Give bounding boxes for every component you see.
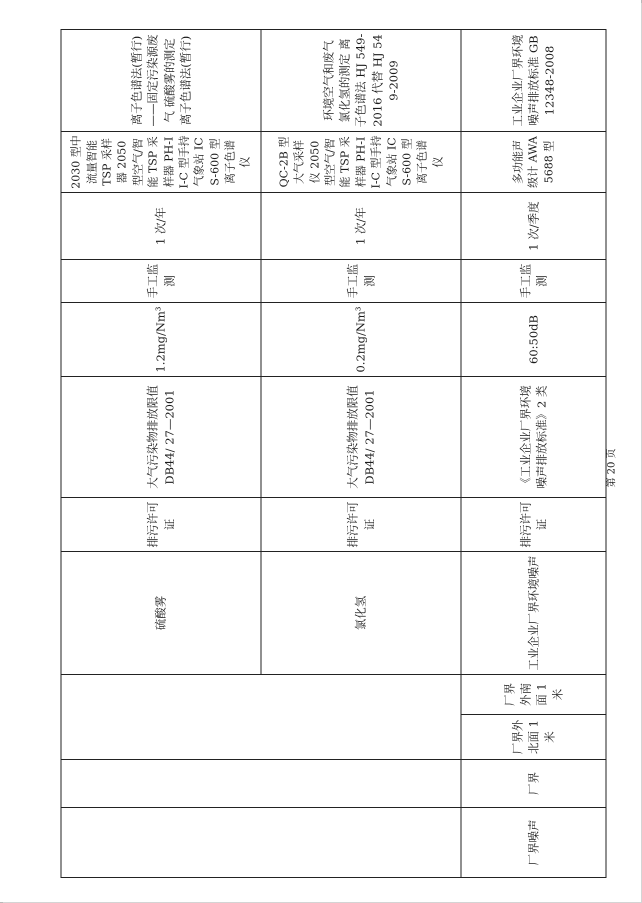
cell-location-south: 厂界外南面 1 米 <box>461 675 606 715</box>
cell-pollutant: 工业企业厂界环境噪声 <box>461 552 606 675</box>
cell-method: 工业企业厂界环境噪声排放标准 GB 12348-2008 <box>461 30 606 132</box>
cell-frequency: 1 次/季度 <box>461 193 606 260</box>
cell-limit: 60:50dB <box>461 303 606 377</box>
cell-category: 厂界噪声 <box>461 808 606 878</box>
cell-mode: 手工监测 <box>261 260 461 303</box>
cell-limit: 1.2mg/Nm³ <box>61 303 261 377</box>
cell-instrument: QC-2B 型大气采样仪 2050 型空气/智能 TSP 采样器 PH-II-C 型手持气象站 ICS-600 型离子色谱仪 <box>261 132 461 193</box>
cell-instrument: 多功能声级计 AWA5688 型 <box>461 132 606 193</box>
monitoring-table <box>61 29 607 878</box>
cell-standard: 《工业企业厂界环境噪声排放标准》2 类 <box>461 377 606 498</box>
cell-mode: 手工监测 <box>61 260 261 303</box>
cell-subcategory: 厂界 <box>461 760 606 808</box>
cell-basis: 排污许可证 <box>61 498 261 552</box>
cell-limit: 0.2mg/Nm³ <box>261 303 461 377</box>
table-row-sulfuric-acid <box>61 30 261 878</box>
cell-location-north: 厂界外北面 1 米 <box>461 715 606 760</box>
cell-pollutant: 氯化氢 <box>261 552 461 675</box>
table-row-noise <box>461 30 606 878</box>
cell-subcategory <box>61 760 461 808</box>
cell-instrument: 2030 型中流量智能 TSP 采样器 2050 型空气/智能 TSP 采样器 PH-II-C 型手持气象站 ICS-600 型离子色谱仪 <box>61 132 261 193</box>
cell-frequency: 1 次/年 <box>261 193 461 260</box>
cell-mode: 手工监测 <box>461 260 606 303</box>
cell-method: 离子色谱法(暂行)——固定污染源废气 硫酸雾的测定 离子色谱法(暂行) <box>61 30 261 132</box>
cell-basis: 排污许可证 <box>461 498 606 552</box>
page-number: 第 20 页 <box>606 448 618 488</box>
cell-standard: 大气污染物排放限值 DB44/ 27—2001 <box>61 377 261 498</box>
rotated-table-container <box>61 33 606 878</box>
cell-standard: 大气污染物排放限值 DB44/ 27—2001 <box>261 377 461 498</box>
cell-method: 环境空气和废气 氯化氢的测定 离子色谱法 HJ 549-2016 代替 HJ 549-2009 <box>261 30 461 132</box>
cell-pollutant: 硫酸雾 <box>61 552 261 675</box>
cell-location <box>61 675 461 760</box>
cell-frequency: 1 次/年 <box>61 193 261 260</box>
cell-category <box>61 808 461 878</box>
cell-basis: 排污许可证 <box>261 498 461 552</box>
